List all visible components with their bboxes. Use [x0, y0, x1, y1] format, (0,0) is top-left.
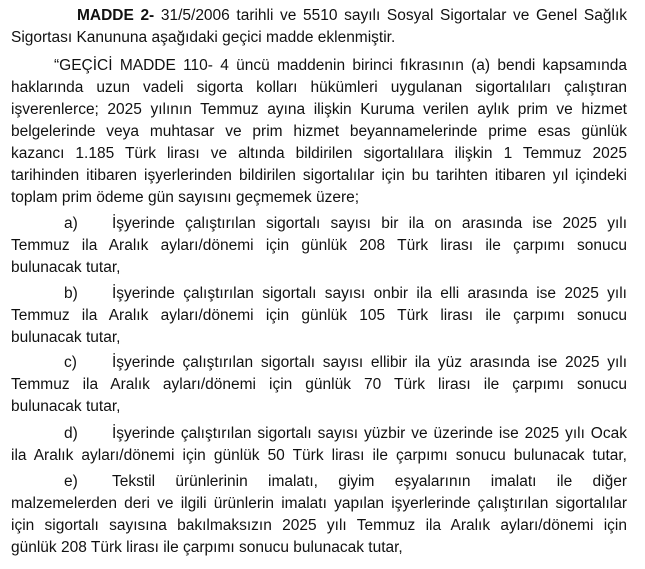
provisional-line-7: toplam prim ödeme gün sayısını geçmemek üzere;: [11, 189, 360, 206]
item-a-line-3: bulunacak tutar,: [11, 259, 121, 276]
item-b-line-1: İşyerinde çalıştırılan sigortalı sayısı onbir ila elli arasında ise 2025 yılı: [112, 285, 627, 302]
item-b-line-2: Temmuz ila Aralık ayları/dönemi için günlük 105 Türk lirası ile çarpımı sonucu: [11, 307, 627, 324]
provisional-line-2: haklarında uzun vadeli sigorta kolları hükümleri uygulanan sigortalıları çalıştıran: [11, 79, 627, 96]
article-heading: MADDE 2-: [77, 7, 155, 24]
provisional-line-6: tarihinden itibaren işyerlerinden bildirilen sigortalılar için bu tarihten itibaren yıl içindeki: [11, 167, 627, 184]
item-e-line-1: Tekstil ürünlerinin imalatı, giyim eşyalarının imalatı ile diğer: [112, 473, 627, 490]
item-c-marker: c): [64, 354, 77, 371]
provisional-line-1: “GEÇİCİ MADDE 110- 4 üncü maddenin birinci fıkrasının (a) bendi kapsamında: [54, 57, 627, 74]
provisional-line-5: kazancı 1.185 Türk lirası ve altında bildirilen sigortalılara ilişkin 1 Temmuz 2025: [11, 145, 627, 162]
article-intro-text: 31/5/2006 tarihli ve 5510 sayılı Sosyal Sigortalar ve Genel Sağlık: [154, 7, 628, 24]
provisional-line-3: işverenlerce; 2025 yılının Temmuz ayına ilişkin Kuruma verilen aylık prim ve hizmet: [11, 101, 627, 118]
item-e-line-3: için sigortalı sayısına bakılmaksızın 2025 yılı Temmuz ila Aralık ayları/dönemi için: [11, 517, 627, 534]
item-e-line-4: günlük 208 Türk lirası ile çarpımı sonucu bulunacak tutar,: [11, 539, 403, 556]
item-b-marker: b): [64, 285, 78, 302]
item-a-marker: a): [64, 215, 78, 232]
article-intro-line-1: [77, 5, 627, 27]
item-b-line-3: bulunacak tutar,: [11, 329, 121, 346]
item-d-marker: d): [64, 425, 78, 442]
item-d-line-2: ila Aralık ayları/dönemi için günlük 50 Türk lirası ile çarpımı sonucu bulunacak tutar,: [11, 447, 627, 464]
item-d-line-1: İşyerinde çalıştırılan sigortalı sayısı yüzbir ve üzerinde ise 2025 yılı Ocak: [112, 425, 627, 442]
item-c-line-3: bulunacak tutar,: [11, 398, 121, 415]
item-e-line-2: malzemelerden deri ve ilgili ürünlerin imalatı yapılan işyerlerinde çalıştırılan sigortalılar: [11, 495, 627, 512]
article-intro-line-2: Sigortası Kanununa aşağıdaki geçici madde eklenmiştir.: [11, 29, 396, 46]
provisional-line-4: belgelerinde veya muhtasar ve prim hizmet beyannamelerinde prime esas günlük: [11, 123, 627, 140]
item-a-line-1: İşyerinde çalıştırılan sigortalı sayısı bir ila on arasında ise 2025 yılı: [112, 215, 627, 232]
item-a-line-2: Temmuz ila Aralık ayları/dönemi için günlük 208 Türk lirası ile çarpımı sonucu: [11, 237, 627, 254]
item-e-marker: e): [64, 473, 78, 490]
item-c-line-2: Temmuz ila Aralık ayları/dönemi için günlük 70 Türk lirası ile çarpımı sonucu: [11, 376, 627, 393]
item-c-line-1: İşyerinde çalıştırılan sigortalı sayısı ellibir ila yüz arasında ise 2025 yılı: [112, 354, 627, 371]
